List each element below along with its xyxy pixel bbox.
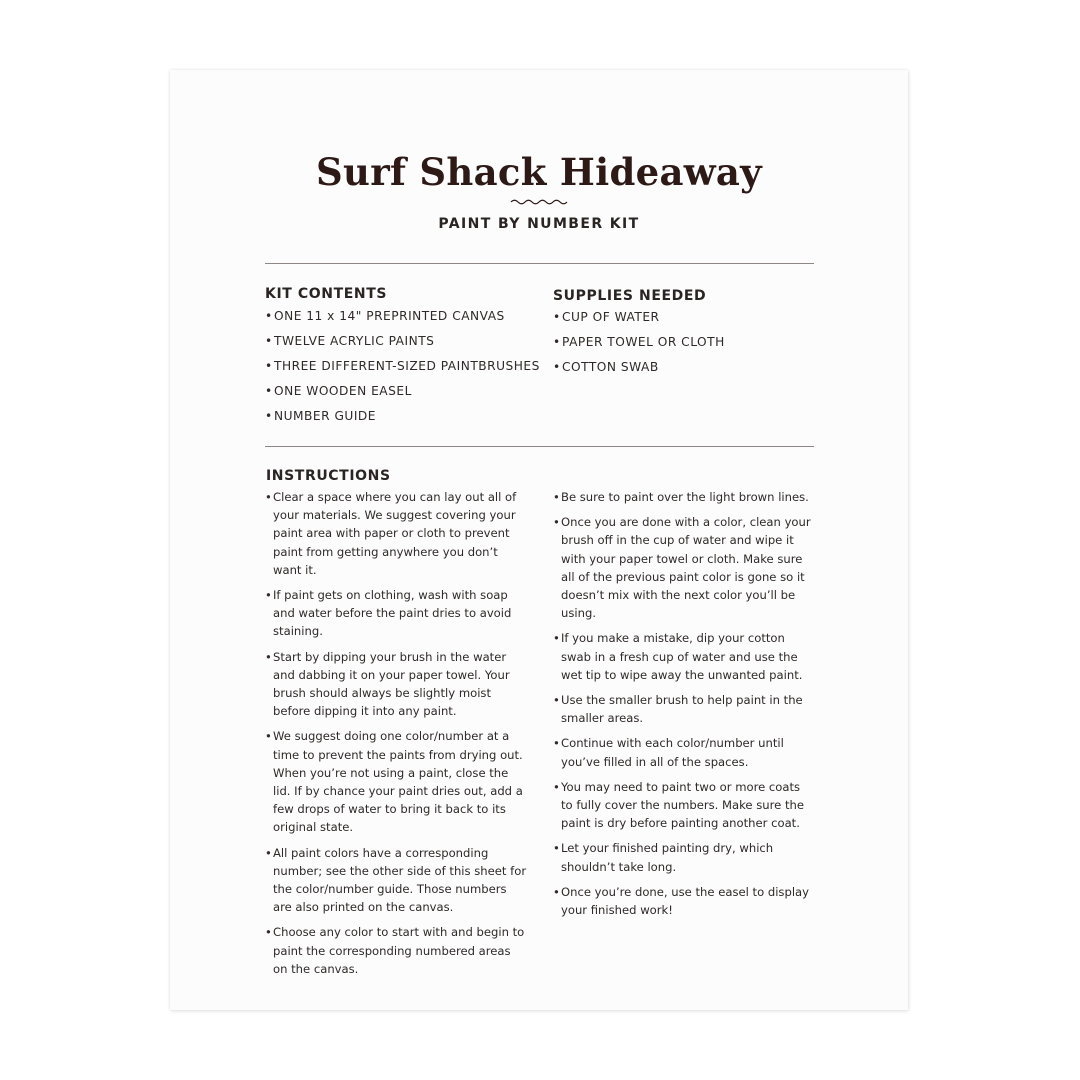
bullet-icon: •	[553, 335, 561, 349]
bullet-icon: •	[265, 845, 272, 860]
wave-divider-icon	[510, 198, 568, 206]
page-subtitle: PAINT BY NUMBER KIT	[438, 216, 640, 232]
divider-middle	[265, 446, 814, 447]
kit-item	[265, 404, 540, 429]
bullet-icon: •	[553, 631, 560, 646]
supplies-needed-list	[553, 305, 725, 380]
kit-item	[265, 329, 540, 354]
instruction-step	[553, 778, 815, 833]
kit-contents-heading: KIT CONTENTS	[265, 286, 388, 302]
instructions-heading: INSTRUCTIONS	[266, 468, 391, 484]
instruction-step	[553, 691, 815, 727]
instruction-step-text: If you make a mistake, dip your cotton swab in a fresh cup of water and use the wet tip to wipe away the unwanted paint.	[561, 631, 803, 682]
instruction-step-text: Once you are done with a color, clean your brush off in the cup of water and wipe it with your paper towel or cloth. Make sure all of the previous paint color is gone so it doesn’t mix with the next color you’ll be using.	[561, 515, 811, 621]
instruction-step-text: Clear a space where you can lay out all of your materials. We suggest covering your paint area with paper or cloth to prevent paint from getting anywhere you don’t want it.	[273, 490, 517, 577]
bullet-icon: •	[265, 309, 273, 323]
supply-item-text: COTTON SWAB	[562, 360, 659, 374]
bullet-icon: •	[265, 490, 272, 504]
instruction-step	[553, 488, 815, 506]
instruction-step	[553, 513, 815, 622]
instruction-step	[553, 629, 815, 684]
supply-item-text: CUP OF WATER	[562, 310, 660, 324]
kit-item-text: ONE WOODEN EASEL	[274, 384, 412, 398]
bullet-icon: •	[553, 884, 560, 899]
instruction-sheet	[170, 70, 908, 1010]
kit-item-text: TWELVE ACRYLIC PAINTS	[274, 334, 435, 348]
instructions-list-right	[553, 488, 815, 926]
instruction-step	[265, 844, 527, 917]
supply-item	[553, 330, 725, 355]
bullet-icon: •	[265, 359, 273, 373]
supplies-needed-heading: SUPPLIES NEEDED	[553, 288, 707, 304]
bullet-icon: •	[265, 925, 272, 940]
kit-item-text: ONE 11 x 14" PREPRINTED CANVAS	[274, 309, 505, 323]
page-title: Surf Shack Hideaway	[316, 150, 762, 194]
bullet-icon: •	[265, 649, 272, 664]
instructions-list-left	[265, 488, 527, 985]
bullet-icon: •	[265, 729, 272, 744]
bullet-icon: •	[553, 310, 561, 324]
instruction-step-text: Let your finished painting dry, which shouldn’t take long.	[561, 841, 774, 874]
instruction-step	[553, 883, 815, 919]
instruction-step	[265, 586, 527, 641]
instruction-step	[265, 923, 527, 978]
instruction-step-text: Once you’re done, use the easel to display your finished work!	[561, 884, 810, 918]
instruction-step	[553, 839, 815, 875]
instruction-step-text: Choose any color to start with and begin to paint the corresponding numbered areas on the canvas.	[273, 925, 525, 976]
supply-item-text: PAPER TOWEL OR CLOTH	[562, 335, 725, 349]
bullet-icon: •	[265, 588, 272, 603]
kit-item	[265, 379, 540, 404]
instruction-step-text: Continue with each color/number until you’ve filled in all of the spaces.	[561, 736, 784, 769]
instruction-step-text: Use the smaller brush to help paint in the smaller areas.	[561, 693, 803, 726]
bullet-icon: •	[265, 384, 273, 398]
bullet-icon: •	[553, 841, 560, 856]
instruction-step-text: We suggest doing one color/number at a time to prevent the paints from drying out. When you’re not using a paint, close the lid. If by chance your paint dries out, add a few drops of water to bring it back to its original state.	[273, 729, 523, 835]
kit-item-text: NUMBER GUIDE	[274, 409, 377, 423]
supply-item	[553, 305, 725, 330]
bullet-icon: •	[553, 693, 560, 708]
instruction-step-text: You may need to paint two or more coats to fully cover the numbers. Make sure the paint is dry before painting another coat.	[561, 779, 804, 831]
bullet-icon: •	[553, 360, 561, 374]
instruction-step	[265, 488, 527, 579]
instruction-step-text: All paint colors have a corresponding number; see the other side of this sheet for the color/number guide. Those numbers are also printed on the canvas.	[273, 845, 527, 915]
bullet-icon: •	[265, 334, 273, 348]
instruction-step-text: Start by dipping your brush in the water and dabbing it on your paper towel. Your brush should always be slightly moist before dipping it into any paint.	[273, 649, 510, 719]
divider-top	[265, 263, 814, 264]
instruction-step-text: Be sure to paint over the light brown lines.	[561, 490, 809, 504]
supply-item	[553, 355, 725, 380]
bullet-icon: •	[553, 736, 560, 751]
bullet-icon: •	[553, 490, 560, 504]
kit-item	[265, 304, 540, 329]
bullet-icon: •	[553, 515, 560, 530]
instruction-step	[553, 734, 815, 770]
kit-contents-list	[265, 304, 540, 429]
bullet-icon: •	[265, 409, 273, 423]
kit-item-text: THREE DIFFERENT-SIZED PAINTBRUSHES	[274, 359, 540, 373]
instruction-step	[265, 648, 527, 721]
instruction-step-text: If paint gets on clothing, wash with soap and water before the paint dries to avoid staining.	[273, 588, 512, 639]
instruction-step	[265, 727, 527, 836]
bullet-icon: •	[553, 779, 560, 794]
kit-item	[265, 354, 540, 379]
